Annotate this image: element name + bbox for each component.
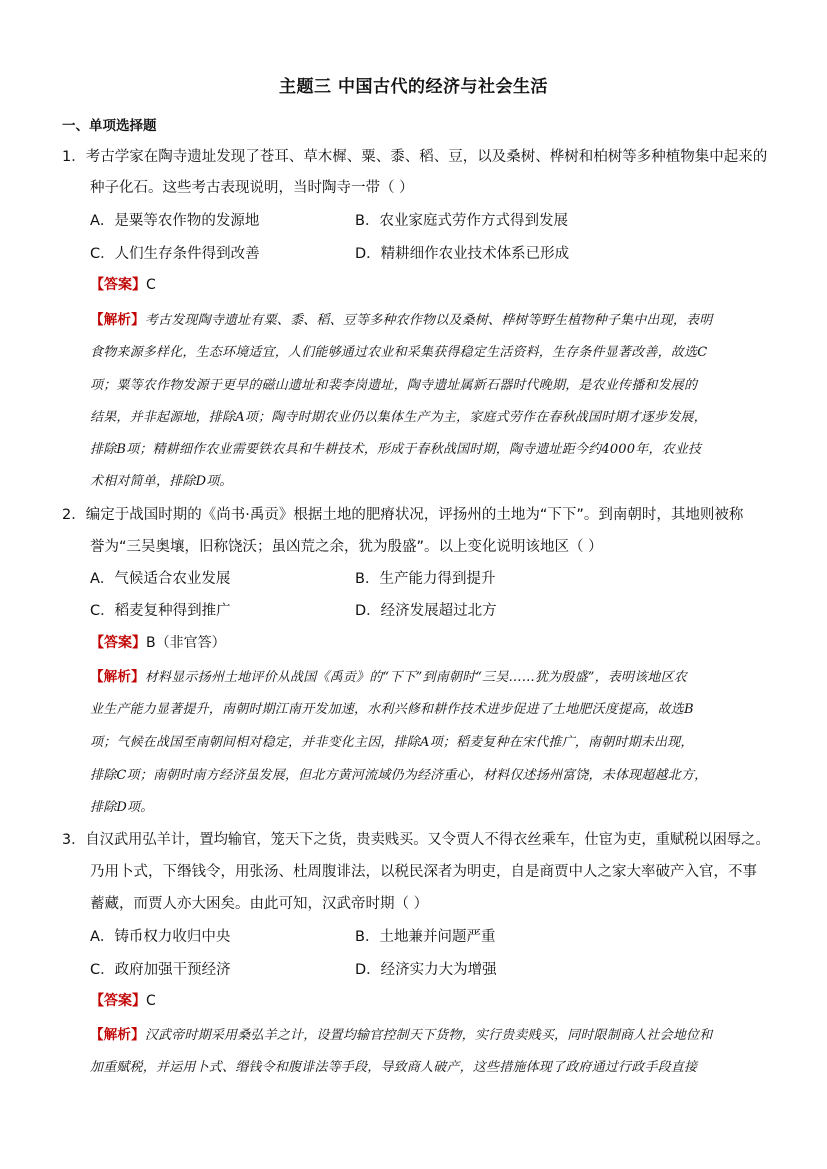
question-text-line: 誉为“三吴奥壤，旧称饶沃；虽凶荒之余，犹为殷盛”。以上变化说明该地区（ ） xyxy=(90,539,603,555)
option-c: C．政府加强干预经济 xyxy=(90,962,231,978)
explanation-tag: 【解析】 xyxy=(90,669,145,685)
option-b: B．土地兼并问题严重 xyxy=(355,929,496,945)
explanation-line: 【解析】汉武帝时期采用桑弘羊之计，设置均输官控制天下货物，实行贵卖贱买，同时限制商人社会地位和 xyxy=(90,1027,713,1043)
option-c: C．人们生存条件得到改善 xyxy=(90,246,260,262)
explanation-line: 【解析】材料显示扬州土地评价从战国《禹贡》的“下下”到南朝时“三吴……犹为殷盛”，表明该地区农 xyxy=(90,669,687,685)
option-d: D．精耕细作农业技术体系已形成 xyxy=(355,246,570,262)
question-text-line: 3．自汉武用弘羊计，置均输官，笼天下之货，贵卖贱买。又令贾人不得衣丝乘车，仕宦为吏，重赋税以困辱之。 xyxy=(62,832,770,848)
answer-line xyxy=(90,632,226,652)
answer-line xyxy=(90,274,156,294)
question-text-line: 2．编定于战国时期的《尚书·禹贡》根据土地的肥瘠状况，评扬州的土地为“下下”。到南朝时，其地则被称 xyxy=(62,507,744,523)
answer-tag: 【答案】 xyxy=(90,277,146,293)
option-d: D．经济发展超过北方 xyxy=(355,603,497,619)
explanation-line: 排除B项；精耕细作农业需要铁农具和牛耕技术，形成于春秋战国时期，陶寺遗址距今约4000年，农业技 xyxy=(90,442,702,457)
answer-value: C xyxy=(146,993,156,1009)
explanation-line: 食物来源多样化，生态环境适宜，人们能够通过农业和采集获得稳定生活资料，生存条件显著改善，故选C xyxy=(90,345,708,360)
explanation-line: 业生产能力显著提升，南朝时期江南开发加速，水利兴修和耕作技术进步促进了土地肥沃度提高，故选B xyxy=(90,702,694,717)
section-heading: 一、单项选择题 xyxy=(62,118,157,134)
question-text-line: 乃用卜式，下缗钱令，用张汤、杜周腹诽法，以税民深者为明吏，自是商贾中人之家大率破产入官，不事 xyxy=(90,864,757,880)
answer-value: B（非官答） xyxy=(146,635,226,651)
option-a: A．气候适合农业发展 xyxy=(90,571,231,587)
option-d: D．经济实力大为增强 xyxy=(355,962,497,978)
explanation-line: 加重赋税，并运用卜式、缗钱令和腹诽法等手段，导致商人破产，这些措施体现了政府通过行政手段直接 xyxy=(90,1060,698,1075)
option-b: B．生产能力得到提升 xyxy=(355,571,496,587)
explanation-line: 【解析】考古发现陶寺遗址有粟、黍、稻、豆等多种农作物以及桑树、桦树等野生植物种子集中出现，表明 xyxy=(90,312,713,328)
explanation-tag: 【解析】 xyxy=(90,1027,145,1043)
option-a: A．铸币权力收归中央 xyxy=(90,929,231,945)
explanation-line: 项；气候在战国至南朝间相对稳定，并非变化主因，排除A项；稻麦复种在宋代推广，南朝时期未出现， xyxy=(90,735,694,750)
option-a: A．是粟等农作物的发源地 xyxy=(90,213,260,229)
explanation-line: 术相对简单，排除D项。 xyxy=(90,474,233,489)
question-text-line: 种子化石。这些考古表现说明，当时陶寺一带（ ） xyxy=(90,180,414,196)
question-text-line: 1．考古学家在陶寺遗址发现了苍耳、草木樨、粟、黍、稻、豆，以及桑树、桦树和柏树等多种植物集中起来的 xyxy=(62,149,768,165)
answer-line xyxy=(90,990,156,1010)
option-c: C．稻麦复种得到推广 xyxy=(90,603,231,619)
explanation-line: 结果，并非起源地，排除A项；陶寺时期农业仍以集体生产为主，家庭式劳作在春秋战国时期才逐步发展， xyxy=(90,410,707,425)
explanation-line: 项；粟等农作物发源于更早的磁山遗址和裴李岗遗址，陶寺遗址属新石器时代晚期，是农业传播和发展的 xyxy=(90,378,698,393)
explanation-tag: 【解析】 xyxy=(90,312,145,328)
option-b: B．农业家庭式劳作方式得到发展 xyxy=(355,213,568,229)
answer-tag: 【答案】 xyxy=(90,993,146,1009)
answer-tag: 【答案】 xyxy=(90,635,146,651)
question-text-line: 蓄藏，而贾人亦大困矣。由此可知，汉武帝时期（ ） xyxy=(90,896,429,912)
page-title: 主题三 中国古代的经济与社会生活 xyxy=(279,77,548,97)
explanation-line: 排除C项；南朝时南方经济虽发展，但北方黄河流域仍为经济重心，材料仅述扬州富饶，未体现超越北方， xyxy=(90,768,708,783)
answer-value: C xyxy=(146,277,156,293)
explanation-line: 排除D项。 xyxy=(90,800,154,815)
